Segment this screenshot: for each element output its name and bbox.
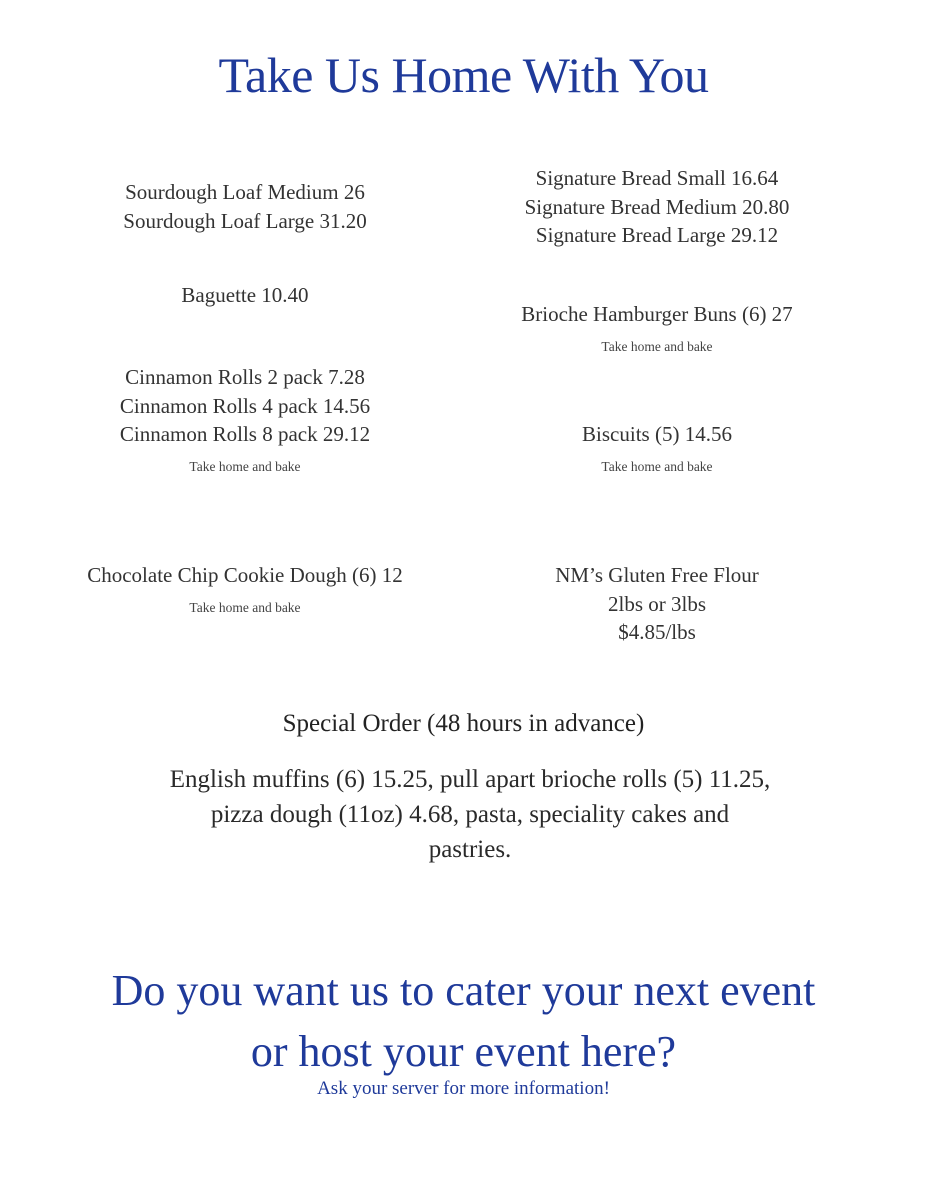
menu-item-biscuits: Biscuits (5) 14.56: [582, 422, 732, 446]
catering-line: Do you want us to cater your next event: [111, 966, 816, 1015]
special-order-line: pastries.: [428, 836, 512, 863]
biscuits-note: Take home and bake: [601, 458, 713, 474]
sourdough-group: [40, 178, 450, 235]
biscuits-group: [452, 420, 862, 475]
catering-headline: [0, 960, 927, 1082]
special-order-text: [150, 762, 790, 867]
menu-item-brioche-buns: Brioche Hamburger Buns (6) 27: [521, 302, 793, 326]
brioche-group: [452, 300, 862, 355]
menu-item-gluten-free-flour: NM’s Gluten Free Flour: [555, 563, 759, 587]
cinnamon-note: Take home and bake: [189, 458, 301, 474]
menu-item-sourdough-medium: Sourdough Loaf Medium 26: [125, 180, 365, 204]
brioche-note: Take home and bake: [601, 338, 713, 354]
special-order-line: pizza dough (11oz) 4.68, pasta, speciality cakes and: [210, 801, 730, 828]
flour-size-options: 2lbs or 3lbs: [607, 591, 706, 616]
menu-item-cinnamon-2-pack: Cinnamon Rolls 2 pack 7.28: [125, 365, 365, 389]
menu-item-cinnamon-4-pack: Cinnamon Rolls 4 pack 14.56: [119, 393, 371, 418]
flour-price: $4.85/lbs: [618, 620, 696, 644]
menu-item-cookie-dough: Chocolate Chip Cookie Dough (6) 12: [87, 563, 403, 587]
menu-item-cinnamon-8-pack: Cinnamon Rolls 8 pack 29.12: [119, 422, 371, 446]
special-order-heading: Special Order (48 hours in advance): [282, 710, 645, 737]
menu-item-signature-large: Signature Bread Large 29.12: [535, 223, 779, 247]
cookie-group: [40, 561, 450, 616]
cookie-note: Take home and bake: [189, 599, 301, 615]
menu-item-baguette: Baguette 10.40: [181, 283, 309, 307]
signature-group: [452, 164, 862, 250]
menu-item-signature-small: Signature Bread Small 16.64: [535, 166, 779, 190]
catering-line: or host your event here?: [250, 1027, 677, 1076]
menu-item-signature-medium: Signature Bread Medium 20.80: [524, 194, 790, 219]
flour-group: [452, 561, 862, 647]
menu-item-sourdough-large: Sourdough Loaf Large 31.20: [123, 208, 367, 233]
catering-subtext: Ask your server for more information!: [317, 1078, 610, 1099]
page-title: Take Us Home With You: [218, 47, 709, 103]
baguette-group: [40, 281, 450, 310]
special-order-line: English muffins (6) 15.25, pull apart brioche rolls (5) 11.25,: [169, 766, 771, 793]
cinnamon-group: [40, 363, 450, 475]
